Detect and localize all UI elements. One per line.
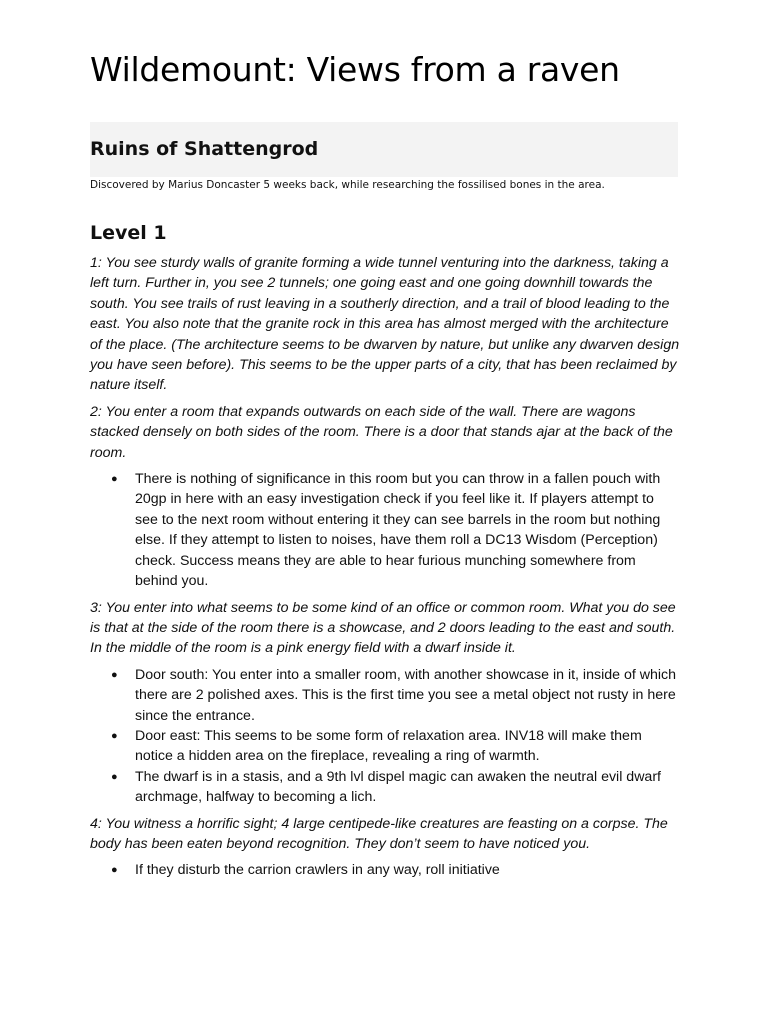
section-title: Ruins of Shattengrod — [90, 138, 319, 160]
list-item — [90, 860, 680, 880]
bullet-icon: ● — [111, 864, 118, 877]
room-2-description: 2: You enter a room that expands outwards on each side of the wall. There are wagons stacked densely on both sides of the room. There is a door that stands ajar at the back of the room. — [90, 403, 673, 461]
list-item — [90, 767, 680, 808]
level-heading: Level 1 — [90, 222, 167, 244]
room-4-notes — [90, 860, 680, 880]
note-text: There is nothing of significance in this room but you can throw in a fallen pouch with 20gp in here with an easy investigation check if you feel like it. If players attempt to see to the next room without entering it they can see barrels in the room but nothing else. If they attempt to listen to noises, have them roll a DC13 Wisdom (Perception) check. Success means they are able to hear furious munching somewhere from behind you. — [135, 471, 661, 590]
room-1-description: 1: You see sturdy walls of granite forming a wide tunnel venturing into the darkness, taking a left turn. Further in, you see 2 tunnels; one going east and one going downhill towards the south. You see trails of rust leaving in a southerly direction, and a trail of blood leading to the east. You also note that the granite rock in this area has almost merged with the architecture of the place. (The architecture seems to be dwarven by nature, but unlike any dwarven design you have seen before). This seems to be the upper parts of a city, that has been reclaimed by nature itself. — [90, 255, 680, 394]
list-item — [90, 665, 680, 726]
discovery-note: Discovered by Marius Doncaster 5 weeks back, while researching the fossilised bones in the area. — [90, 179, 605, 191]
bullet-icon: ● — [111, 668, 118, 681]
note-text: Door south: You enter into a smaller room, with another showcase in it, inside of which there are 2 polished axes. This is the first time you see a metal object not rusty in here since the entrance. — [135, 666, 676, 724]
level-body — [90, 253, 680, 887]
room-4-description: 4: You witness a horrific sight; 4 large centipede-like creatures are feasting on a corpse. The body has been eaten beyond recognition. They don’t seem to have noticed you. — [90, 815, 668, 852]
room-3-notes — [90, 665, 680, 808]
bullet-icon: ● — [111, 770, 118, 783]
room-3-description: 3: You enter into what seems to be some kind of an office or common room. What you do see is that at the side of the room there is a showcase, and 2 doors leading to the east and south. In the middle of the room is a pink energy field with a dwarf inside it. — [90, 599, 676, 657]
note-text: Door east: This seems to be some form of relaxation area. INV18 will make them notice a hidden area on the fireplace, revealing a ring of warmth. — [135, 727, 642, 765]
bullet-icon: ● — [111, 473, 118, 486]
list-item — [90, 469, 680, 591]
note-text: The dwarf is in a stasis, and a 9th lvl dispel magic can awaken the neutral evil dwarf archmage, halfway to becoming a lich. — [135, 768, 661, 806]
room-2-notes — [90, 469, 680, 591]
note-text: If they disturb the carrion crawlers in any way, roll initiative — [135, 862, 500, 879]
document-title: Wildemount: Views from a raven — [90, 50, 620, 89]
list-item — [90, 726, 680, 767]
bullet-icon: ● — [111, 729, 118, 742]
